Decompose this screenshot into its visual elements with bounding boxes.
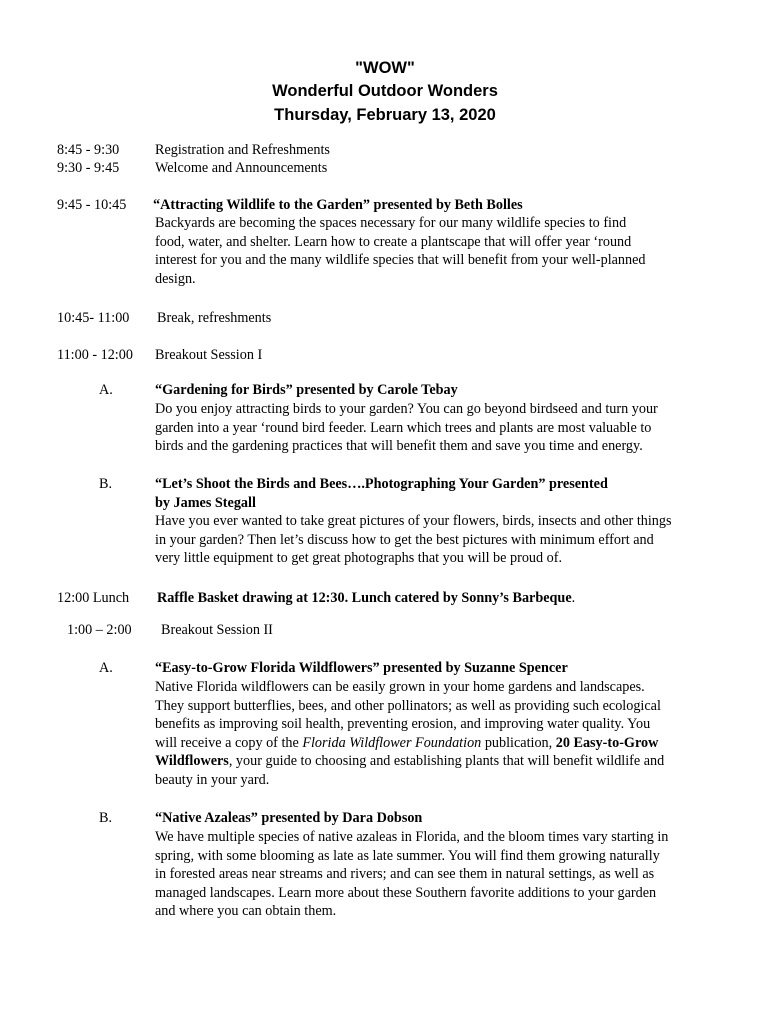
keynote-description [155,214,715,288]
event-acronym: "WOW" [355,59,415,77]
desc-text: publication, [481,734,556,751]
session2a-desc-line [155,752,715,771]
session1a-title: “Gardening for Birds” presented by Carole Tebay [155,382,458,398]
session2a-description [155,678,715,790]
session2b-desc-line: and where you can obtain them. [155,903,337,920]
event-name: Wonderful Outdoor Wonders [272,82,498,100]
lunch-time: 12:00 Lunch [57,590,130,606]
session1-time: 11:00 - 12:00 [57,347,133,363]
session2a-desc-line [155,734,715,753]
session1-label: Breakout Session I [155,347,263,363]
session1a-desc-line: garden into a year ‘round bird feeder. Learn which trees and plants are most valuable to [155,419,652,436]
session2a-desc-line: Native Florida wildflowers can be easily grown in your home gardens and landscapes. [155,679,645,695]
lunch-label: Raffle Basket drawing at 12:30. Lunch catered by Sonny’s Barbeque [157,590,572,606]
foundation-name: Florida Wildflower Foundation [302,734,482,751]
session2a-desc-line: They support butterflies, bees, and other pollinators; as well as providing such ecological [155,697,661,714]
desc-text: will receive a copy of the [155,734,303,751]
keynote-desc-line: food, water, and shelter. Learn how to create a plantscape that will offer year ‘round [155,233,632,250]
break-time: 10:45- 11:00 [57,310,130,326]
break-label: Break, refreshments [157,310,272,326]
session2b-desc-line: We have multiple species of native azaleas in Florida, and the bloom times vary starting in [155,829,669,845]
session2a-title: “Easy-to-Grow Florida Wildflowers” presented by Suzanne Spencer [155,660,568,676]
welcome-time: 9:30 - 9:45 [57,160,120,176]
session1a-letter: A. [99,382,113,398]
welcome-label: Welcome and Announcements [155,160,328,176]
session1b-presenter: by James Stegall [155,495,256,511]
session1b-desc-line: in your garden? Then let’s discuss how to get the best pictures with minimum effort and [155,531,654,548]
session2b-desc-line: in forested areas near streams and rivers; and can see them in natural settings, as well as [155,866,655,883]
session1b-title: “Let’s Shoot the Birds and Bees….Photographing Your Garden” presented [155,476,608,492]
desc-text: , your guide to choosing and establishing plants that will benefit wildlife and [228,753,665,770]
session2b-description [155,828,715,921]
lunch-info [157,589,575,608]
session1b-desc-line: Have you ever wanted to take great pictures of your flowers, birds, insects and other things [155,513,672,529]
publication-title-cont: Wildflowers [155,753,229,770]
session1b-description [155,512,715,568]
keynote-title: “Attracting Wildlife to the Garden” presented by Beth Bolles [153,197,523,213]
event-date: Thursday, February 13, 2020 [274,106,496,124]
session2b-desc-line: spring, with some blooming as late as late summer. You will find them growing naturally [155,847,660,864]
session2a-desc-line: beauty in your yard. [155,771,270,788]
registration-label: Registration and Refreshments [155,142,330,158]
session1a-description [155,400,715,456]
session2a-letter: A. [99,660,113,676]
session2b-title: “Native Azaleas” presented by Dara Dobson [155,810,423,826]
publication-title: 20 Easy-to-Grow [555,734,659,751]
keynote-desc-line: interest for you and the many wildlife species that will benefit from your well-planned [155,252,646,269]
keynote-desc-line: Backyards are becoming the spaces necessary for our many wildlife species to find [155,215,627,231]
session2b-letter: B. [99,810,113,826]
session1a-desc-line: birds and the gardening practices that will benefit them and save you time and energy. [155,438,643,455]
session1b-desc-line: very little equipment to get great photographs that you will be proud of. [155,550,563,567]
session1a-desc-line: Do you enjoy attracting birds to your garden? You can go beyond birdseed and turn your [155,401,658,417]
session2b-desc-line: managed landscapes. Learn more about these Southern favorite additions to your garden [155,884,657,901]
session2a-desc-line: benefits as improving soil health, preventing erosion, and improving water quality. You [155,716,651,733]
session1b-letter: B. [99,476,113,492]
session2-time: 1:00 – 2:00 [67,622,132,638]
session2-label: Breakout Session II [161,622,273,638]
keynote-time: 9:45 - 10:45 [57,197,127,213]
registration-time: 8:45 - 9:30 [57,142,120,158]
lunch-period: . [571,590,576,606]
keynote-desc-line: design. [155,270,196,287]
